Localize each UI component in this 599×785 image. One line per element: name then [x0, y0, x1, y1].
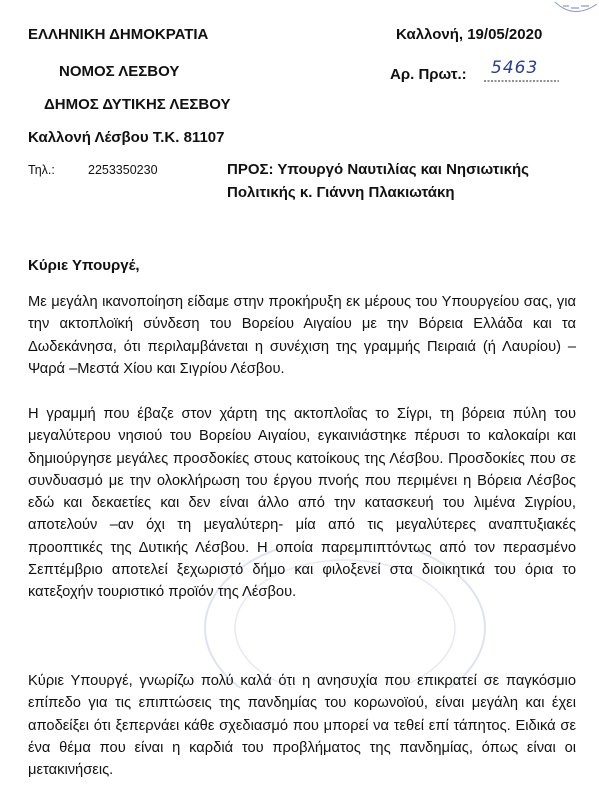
protocol-number: 5463 [491, 58, 539, 78]
protocol-label: Αρ. Πρωτ.: [390, 66, 467, 83]
country-name: ΕΛΛΗΝΙΚΗ ΔΗΜΟΚΡΑΤΙΑ [28, 26, 209, 43]
phone-label: Τηλ.: [28, 163, 55, 177]
paragraph-1: Με μεγάλη ικανοποίηση είδαμε στην προκήρυξη εκ μέρους του Υπουργείου σας, για την ακτοπλοϊκή σύνδεση του Βορείου Αιγαίου με την Βόρεια Ελλάδα και τα Δωδεκάνησα, ότι περιλαμβάνεται η συνέχιση της γραμμής Πειραιά (ή Λαυρίου) – Ψαρά –Μεστά Χίου και Σιγρίου Λέσβου. [28, 294, 576, 377]
recipient-line-1: ΠΡΟΣ: Υπουργό Ναυτιλίας και Νησιωτικής [227, 161, 529, 178]
paragraph-3: Κύριε Υπουργέ, γνωρίζω πολύ καλά ότι η ανησυχία που επικρατεί σε παγκόσμιο επίπεδο για τις επιπτώσεις της πανδημίας του κορωνοϊού, είναι μεγάλη και έχει αποδείξει ότι ξεπερνάει κάθε σχεδιασμό που μπορεί να τεθεί επί τάπητος. Ειδικά σε ένα θέμα που είναι η καρδιά του προβλήματος της πανδημίας, όπως είναι οι μετακινήσεις. [28, 673, 576, 779]
paragraph-2: Η γραμμή που έβαζε στον χάρτη της ακτοπλοΐας το Σίγρι, τη βόρεια πύλη του μεγαλύτερου νησιού του Βορείου Αιγαίου, εγκαινιάστηκε πέρυσι το καλοκαίρι και δημιούργησε μεγάλες προσδοκίες στους κατοίκους της Λέσβου. Προσδοκίες που σε συνδυασμό με την ολοκλήρωση του έργου πνοής που περιμένει η Βόρεια Λέσβος εδώ και δεκαετίες και δεν είναι άλλο από την κατασκευή του λιμένα Σιγρίου, αποτελούν –αν όχι τη μεγαλύτερη- μία από τις μεγαλύτερες αναπτυξιακές προοπτικές της Δυτικής Λέσβου. Η οποία παρεμπιπτόντως από τον περασμένο Σεπτέμβριο αποτελεί ξεχωριστό δήμο και φιλοξενεί στα διοικητικά του όρια το κατεξοχήν τουριστικό προϊόν της Λέσβου. [28, 406, 576, 601]
prefecture-name: ΝΟΜΟΣ ΛΕΣΒΟΥ [59, 63, 180, 80]
salutation: Κύριε Υπουργέ, [28, 257, 140, 274]
address: Καλλονή Λέσβου Τ.Κ. 81107 [28, 129, 225, 146]
phone-number: 2253350230 [88, 163, 158, 177]
recipient-line-2: Πολιτικής κ. Γιάννη Πλακιωτάκη [227, 184, 455, 201]
protocol-underline [484, 79, 559, 83]
municipality-name: ΔΗΜΟΣ ΔΥΤΙΚΗΣ ΛΕΣΒΟΥ [44, 96, 231, 113]
stamp-fragment [549, 0, 599, 22]
place-date: Καλλονή, 19/05/2020 [396, 26, 543, 43]
